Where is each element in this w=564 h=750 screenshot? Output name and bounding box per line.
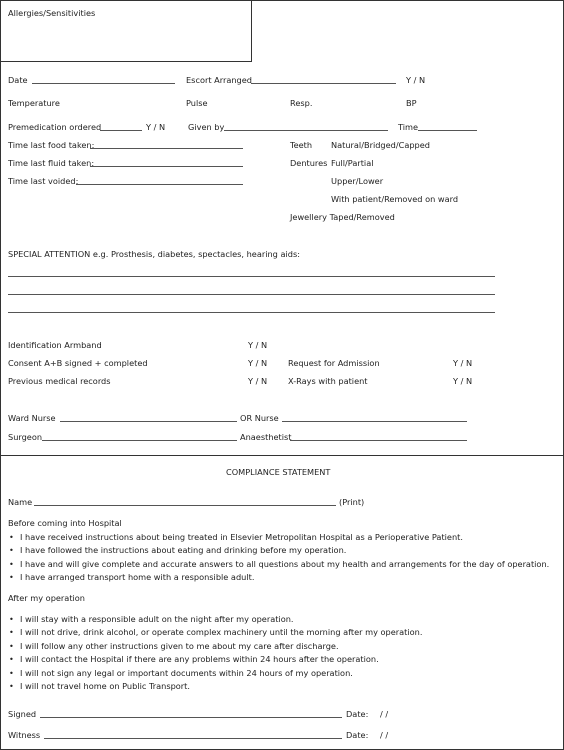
name-field[interactable] bbox=[34, 505, 336, 506]
name-label: Name bbox=[8, 497, 33, 507]
xrays-yn[interactable]: Y / N bbox=[453, 376, 473, 386]
escort-field[interactable] bbox=[251, 83, 396, 84]
after-item: • I will not sign any legal or important documents within 24 hours of my operation. bbox=[9, 668, 353, 678]
compliance-title: COMPLIANCE STATEMENT bbox=[226, 467, 331, 477]
xrays-label: X-Rays with patient bbox=[288, 376, 368, 386]
before-item: • I have arranged transport home with a responsible adult. bbox=[9, 572, 254, 582]
special-attention-line-3[interactable] bbox=[8, 312, 495, 313]
date-field[interactable] bbox=[32, 83, 175, 84]
signed-date-label: Date: bbox=[346, 709, 369, 719]
givenby-label: Given by bbox=[188, 122, 225, 132]
special-attention-line-1[interactable] bbox=[8, 276, 495, 277]
after-item: • I will not drive, drink alcohol, or operate complex machinery until the morning after my operation. bbox=[9, 627, 422, 637]
after-item: • I will stay with a responsible adult on the night after my operation. bbox=[9, 614, 294, 624]
surgeon-label: Surgeon bbox=[8, 432, 43, 442]
premed-yn[interactable]: Y / N bbox=[146, 122, 166, 132]
ward-nurse-label: Ward Nurse bbox=[8, 413, 56, 423]
after-heading: After my operation bbox=[8, 593, 85, 603]
special-attention-label: SPECIAL ATTENTION e.g. Prosthesis, diabetes, spectacles, hearing aids: bbox=[8, 249, 300, 259]
time-label: Time bbox=[398, 122, 419, 132]
escort-yn[interactable]: Y / N bbox=[406, 75, 426, 85]
after-item: • I will not travel home on Public Transport. bbox=[9, 681, 190, 691]
jewellery-label[interactable]: Jewellery Taped/Removed bbox=[290, 212, 395, 222]
temperature-label: Temperature bbox=[8, 98, 60, 108]
before-heading: Before coming into Hospital bbox=[8, 518, 122, 528]
pulse-label: Pulse bbox=[186, 98, 208, 108]
dentures-option-location[interactable]: With patient/Removed on ward bbox=[331, 194, 459, 204]
bp-label: BP bbox=[406, 98, 417, 108]
after-item: • I will follow any other instructions given to me about my care after discharge. bbox=[9, 641, 339, 651]
or-nurse-field[interactable] bbox=[282, 421, 467, 422]
teeth-label: Teeth bbox=[290, 140, 313, 150]
dentures-option-full-partial[interactable]: Full/Partial bbox=[331, 158, 374, 168]
resp-label: Resp. bbox=[290, 98, 313, 108]
witness-date-field[interactable]: / / bbox=[380, 730, 389, 740]
before-item: • I have and will give complete and accurate answers to all questions about my health and arrangements for the day of operation. bbox=[9, 559, 549, 569]
records-label: Previous medical records bbox=[8, 376, 111, 386]
signed-label: Signed bbox=[8, 709, 37, 719]
teeth-options[interactable]: Natural/Bridged/Capped bbox=[331, 140, 430, 150]
admission-label: Request for Admission bbox=[288, 358, 380, 368]
section-divider bbox=[0, 455, 564, 456]
givenby-field[interactable] bbox=[224, 130, 388, 131]
anaesthetist-label: Anaesthetist bbox=[240, 432, 292, 442]
after-item: • I will contact the Hospital if there are any problems within 24 hours after the operation. bbox=[9, 654, 379, 664]
premed-label: Premedication ordered bbox=[8, 122, 102, 132]
fluid-field[interactable] bbox=[90, 166, 243, 167]
premed-field[interactable] bbox=[100, 130, 142, 131]
voided-label: Time last voided: bbox=[8, 176, 79, 186]
or-nurse-label: OR Nurse bbox=[240, 413, 279, 423]
voided-field[interactable] bbox=[76, 184, 243, 185]
witness-date-label: Date: bbox=[346, 730, 369, 740]
id-armband-yn[interactable]: Y / N bbox=[248, 340, 268, 350]
allergies-label: Allergies/Sensitivities bbox=[8, 8, 96, 18]
records-yn[interactable]: Y / N bbox=[248, 376, 268, 386]
before-item: • I have followed the instructions about eating and drinking before my operation. bbox=[9, 545, 346, 555]
escort-label: Escort Arranged bbox=[186, 75, 252, 85]
consent-label: Consent A+B signed + completed bbox=[8, 358, 148, 368]
dentures-option-upper-lower[interactable]: Upper/Lower bbox=[331, 176, 384, 186]
anaesthetist-field[interactable] bbox=[290, 440, 467, 441]
consent-yn[interactable]: Y / N bbox=[248, 358, 268, 368]
id-armband-label: Identification Armband bbox=[8, 340, 102, 350]
food-label: Time last food taken: bbox=[8, 140, 95, 150]
print-label: (Print) bbox=[339, 497, 365, 507]
date-label: Date bbox=[8, 75, 28, 85]
surgeon-field[interactable] bbox=[42, 440, 237, 441]
signed-date-field[interactable]: / / bbox=[380, 709, 389, 719]
special-attention-line-2[interactable] bbox=[8, 294, 495, 295]
dentures-label: Dentures bbox=[290, 158, 328, 168]
time-field[interactable] bbox=[418, 130, 477, 131]
witness-field[interactable] bbox=[44, 738, 342, 739]
before-item: • I have received instructions about being treated in Elsevier Metropolitan Hospital as a Perioperative Patient. bbox=[9, 532, 463, 542]
food-field[interactable] bbox=[90, 148, 243, 149]
ward-nurse-field[interactable] bbox=[60, 421, 237, 422]
signed-field[interactable] bbox=[40, 717, 342, 718]
fluid-label: Time last fluid taken: bbox=[8, 158, 95, 168]
admission-yn[interactable]: Y / N bbox=[453, 358, 473, 368]
witness-label: Witness bbox=[8, 730, 41, 740]
